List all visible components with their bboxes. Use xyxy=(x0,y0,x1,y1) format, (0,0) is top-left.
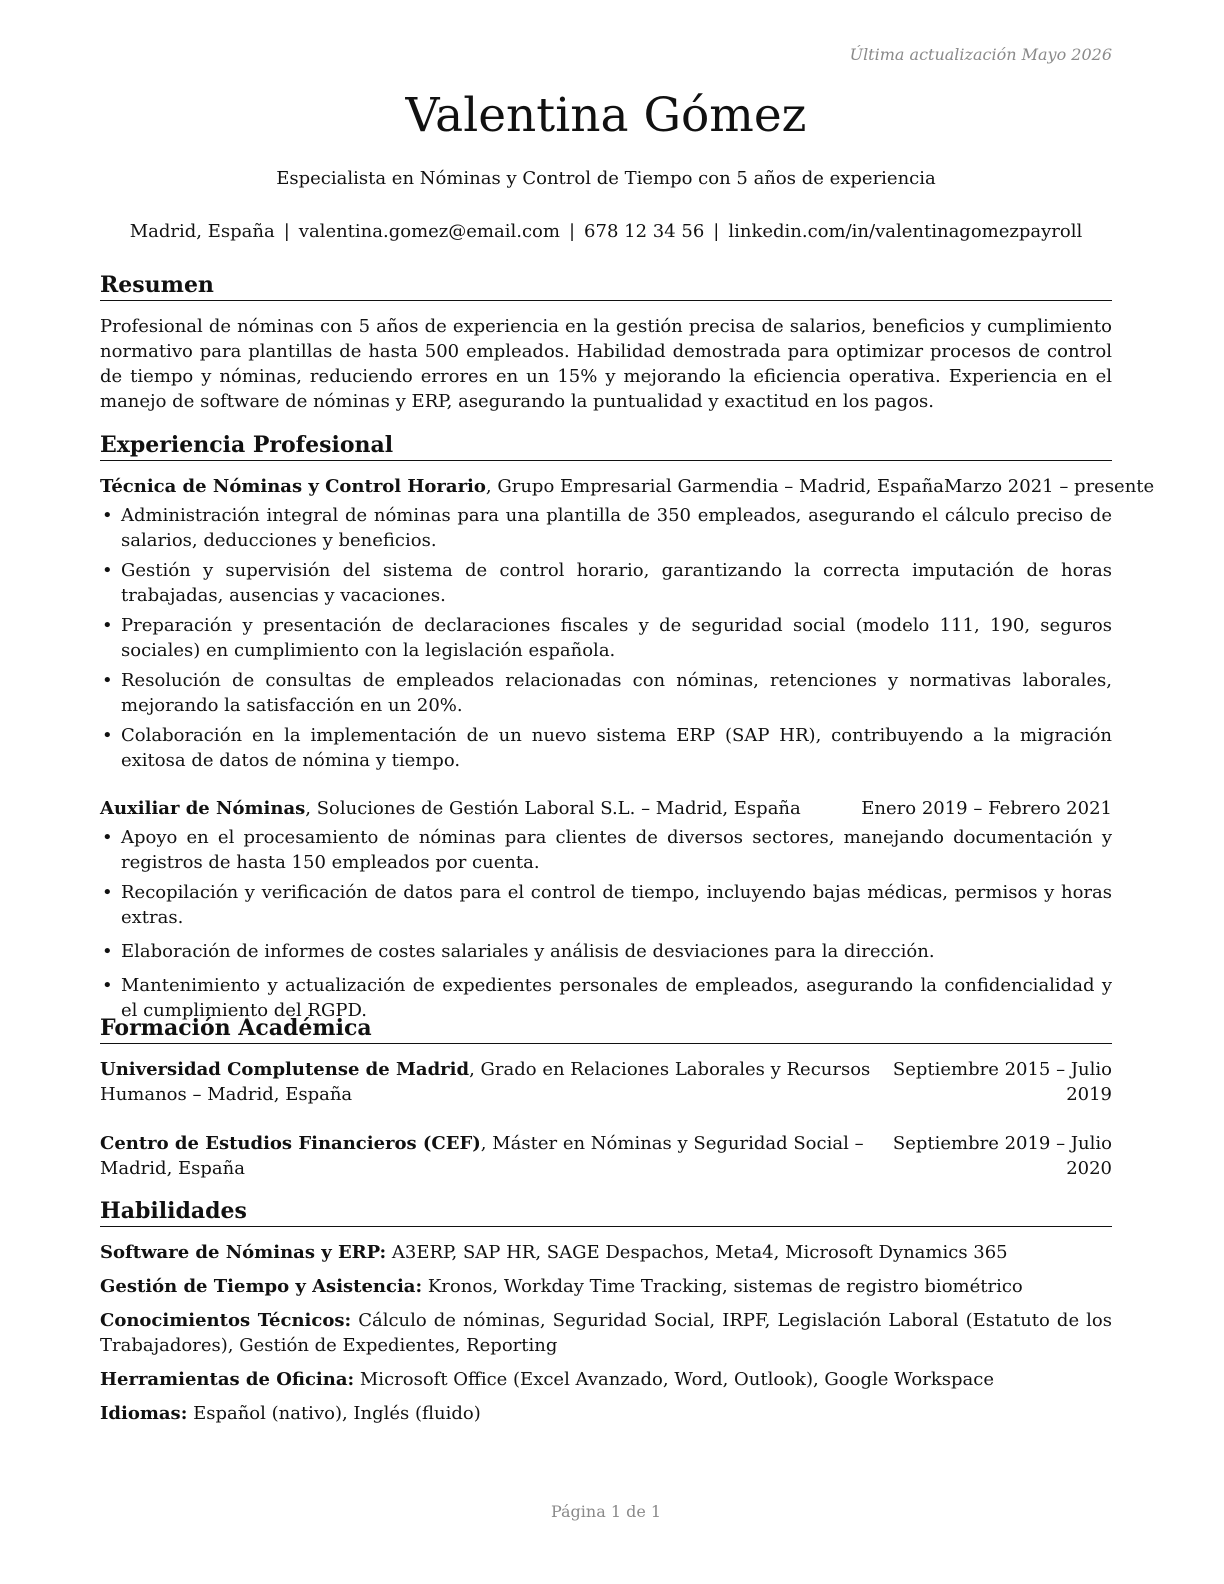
skill-row xyxy=(100,1367,1112,1392)
skill-row xyxy=(100,1274,1112,1299)
candidate-name: Valentina Gómez xyxy=(405,88,807,143)
contact-separator: | xyxy=(283,221,290,242)
job-bullets xyxy=(100,503,1112,773)
section-title-experience: Experiencia Profesional xyxy=(100,431,1112,461)
job-entry xyxy=(100,796,1112,1028)
skill-value: Microsoft Office (Excel Avanzado, Word, Outlook), Google Workspace xyxy=(354,1369,994,1390)
contact-line xyxy=(100,219,1112,245)
skill-value: Cálculo de nóminas, Seguridad Social, IRPF, Legislación Laboral (Estatuto de los Trabajadores), Gestión de Expedientes, Reporting xyxy=(100,1310,1112,1356)
contact-email[interactable]: valentina.gomez@email.com xyxy=(298,221,560,242)
education-school: Universidad Complutense de Madrid xyxy=(100,1059,470,1080)
last-updated: Última actualización Mayo 2026 xyxy=(849,45,1112,64)
list-item: • Resolución de consultas de empleados relacionadas con nóminas, retenciones y normativas laborales, mejorando la satisfacción en un 20%. xyxy=(100,668,1112,718)
list-item: • Mantenimiento y actualización de expedientes personales de empleados, asegurando la confidencialidad y el cumplimiento del RGPD. xyxy=(100,973,1112,1023)
list-item: • Preparación y presentación de declaraciones fiscales y de seguridad social (modelo 111, 190, seguros sociales) en cumplimiento con la legislación española. xyxy=(100,613,1112,663)
skill-value: Español (nativo), Inglés (fluido) xyxy=(187,1403,481,1424)
section-title-summary: Resumen xyxy=(100,271,1112,301)
list-item: • Gestión y supervisión del sistema de control horario, garantizando la correcta imputación de horas trabajadas, ausencias y vacaciones. xyxy=(100,558,1112,608)
contact-separator: | xyxy=(568,221,576,242)
list-item: • Elaboración de informes de costes salariales y análisis de desviaciones para la dirección. xyxy=(100,939,1112,964)
list-item: • Recopilación y verificación de datos para el control de tiempo, incluyendo bajas médicas, permisos y horas extras. xyxy=(100,880,1112,930)
contact-linkedin[interactable]: linkedin.com/in/valentinagomezpayroll xyxy=(728,221,1083,242)
skill-value: Kronos, Workday Time Tracking, sistemas de registro biométrico xyxy=(422,1276,1023,1297)
job-entry xyxy=(100,474,1155,778)
job-role: Técnica de Nóminas y Control Horario xyxy=(100,476,486,497)
skill-row xyxy=(100,1401,1112,1426)
job-title-line xyxy=(100,474,944,499)
list-item: • Colaboración en la implementación de un nuevo sistema ERP (SAP HR), contribuyendo a la migración exitosa de datos de nómina y tiempo. xyxy=(100,723,1112,773)
education-dates: Septiembre 2015 – Julio 2019 xyxy=(892,1059,1112,1105)
skill-row xyxy=(100,1240,1112,1265)
job-company: , Grupo Empresarial Garmendia – Madrid, España xyxy=(485,476,944,497)
skill-label: Software de Nóminas y ERP: xyxy=(100,1242,387,1263)
skill-label: Conocimientos Técnicos: xyxy=(100,1310,352,1331)
education-entry xyxy=(100,1131,1112,1181)
job-bullets xyxy=(100,825,1112,1023)
section-title-education: Formación Académica xyxy=(100,1014,1112,1044)
skill-row xyxy=(100,1308,1112,1358)
job-header xyxy=(100,474,1155,499)
skill-label: Herramientas de Oficina: xyxy=(100,1369,355,1390)
education-school: Centro de Estudios Financieros (CEF) xyxy=(100,1133,481,1154)
job-dates: Enero 2019 – Febrero 2021 xyxy=(861,798,1112,819)
contact-location: Madrid, España xyxy=(129,221,275,242)
education-detail xyxy=(100,1131,880,1181)
list-item: • Apoyo en el procesamiento de nóminas para clientes de diversos sectores, manejando documentación y registros de hasta 150 empleados por cuenta. xyxy=(100,825,1112,875)
contact-separator: | xyxy=(713,221,720,242)
education-degree: , Grado en Relaciones Laborales y Recursos Humanos – Madrid, España xyxy=(100,1059,871,1105)
education-dates: Septiembre 2019 – Julio 2020 xyxy=(892,1133,1112,1179)
job-title-line xyxy=(100,796,801,821)
skill-label: Idiomas: xyxy=(100,1403,188,1424)
job-header xyxy=(100,796,1112,821)
section-title-skills: Habilidades xyxy=(100,1197,1112,1227)
page-number: Página 1 de 1 xyxy=(550,1502,662,1521)
education-degree: , Máster en Nóminas y Seguridad Social – Madrid, España xyxy=(100,1133,864,1179)
job-dates: Marzo 2021 – presente xyxy=(943,476,1155,497)
education-detail xyxy=(100,1057,880,1107)
resume-page xyxy=(100,0,1155,1584)
skill-label: Gestión de Tiempo y Asistencia: xyxy=(100,1276,423,1297)
list-item: • Administración integral de nóminas para una plantilla de 350 empleados, asegurando el cálculo preciso de salarios, deducciones y beneficios. xyxy=(100,503,1112,553)
job-role: Auxiliar de Nóminas xyxy=(100,798,306,819)
candidate-headline: Especialista en Nóminas y Control de Tiempo con 5 años de experiencia xyxy=(276,168,936,189)
contact-phone: 678 12 34 56 xyxy=(584,221,705,242)
skill-value: A3ERP, SAP HR, SAGE Despachos, Meta4, Microsoft Dynamics 365 xyxy=(386,1242,1008,1263)
summary-text: Profesional de nóminas con 5 años de experiencia en la gestión precisa de salarios, beneficios y cumplimiento normativo para plantillas de hasta 500 empleados. Habilidad demostrada para optimizar procesos de control de tiempo y nóminas, reduciendo errores en un 15% y mejorando la eficiencia operativa. Experiencia en el manejo de software de nóminas y ERP, asegurando la puntualidad y exactitud en los pagos. xyxy=(100,316,1112,412)
job-company: , Soluciones de Gestión Laboral S.L. – Madrid, España xyxy=(305,798,801,819)
education-entry xyxy=(100,1057,1112,1107)
